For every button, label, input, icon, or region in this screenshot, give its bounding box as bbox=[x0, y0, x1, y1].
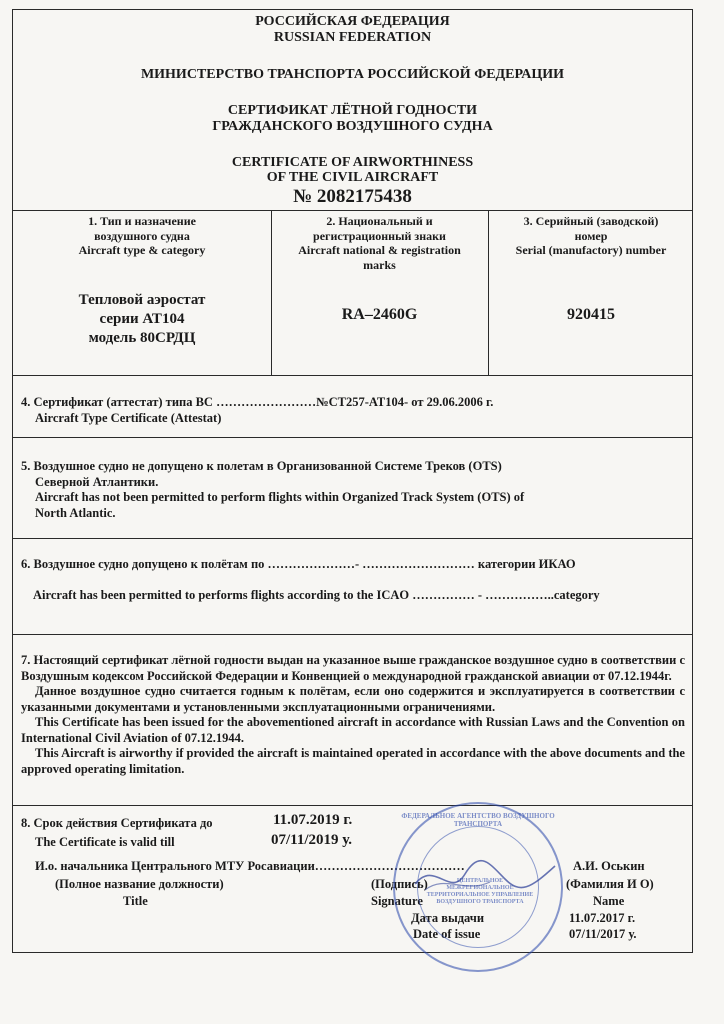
signatory-title-en: Title bbox=[123, 894, 148, 908]
col2-header: 2. Национальный и регистрационный знаки Aircraft national & registration marks bbox=[298, 214, 461, 272]
certificate-frame bbox=[12, 9, 693, 953]
certificate-number: № 2082175438 bbox=[293, 186, 412, 207]
signature-label-en: Signature bbox=[371, 894, 423, 908]
col1-header: 1. Тип и назначение воздушного судна Aircraft type & category bbox=[78, 214, 206, 257]
signatory-title-hint: (Полное название должности) bbox=[55, 877, 224, 891]
serial-number-value: 920415 bbox=[567, 306, 615, 323]
divider bbox=[13, 538, 692, 539]
col3-header: 3. Серийный (заводской) номер Serial (manufactory) number bbox=[515, 214, 667, 257]
divider bbox=[13, 805, 692, 806]
signatory-name: А.И. Оськин bbox=[573, 859, 645, 873]
issue-label-ru: Дата выдачи bbox=[411, 911, 485, 925]
divider bbox=[13, 634, 692, 635]
seal-outer-text: ФЕДЕРАЛЬНОЕ АГЕНТСТВО ВОЗДУШНОГО ТРАНСПОРТА bbox=[401, 812, 555, 828]
section-7-paragraph-4: This Aircraft is airworthy if provided the aircraft is maintained operated in accordance with the above documents and the approved operating limitation. bbox=[21, 746, 685, 776]
certificate-title-ru-1: СЕРТИФИКАТ ЛЁТНОЙ ГОДНОСТИ bbox=[227, 103, 478, 118]
section-6-en: Aircraft has been permitted to performs flights according to the ICAO …………… - ……………..category bbox=[33, 588, 600, 602]
signatory-name-en: Name bbox=[593, 894, 625, 908]
signatory-title: И.о. начальника Центрального МТУ Росавиации……………………………… bbox=[35, 859, 465, 873]
ministry-title: МИНИСТЕРСТВО ТРАНСПОРТА РОССИЙСКОЙ ФЕДЕРАЦИИ bbox=[140, 67, 565, 82]
valid-label-ru: 8. Срок действия Сертификата до bbox=[21, 816, 213, 830]
certificate-title-en-2: OF THE CIVIL AIRCRAFT bbox=[266, 170, 439, 185]
country-ru: РОССИЙСКАЯ ФЕДЕРАЦИЯ bbox=[255, 14, 450, 29]
section-7-paragraph-2: Данное воздушное судно считается годным к полётам, если оно содержится и эксплуатируется в соответствии с указанными документами и установленными эксплуатационными ограничениями. bbox=[21, 684, 685, 714]
signature-scribble bbox=[395, 804, 565, 974]
section-4: 4. Сертификат (аттестат) типа ВС ……………………№СТ257-АТ104- от 29.06.2006 г. Aircraft Type Certificate (Attestat) bbox=[21, 395, 494, 425]
divider bbox=[13, 437, 692, 438]
issue-date-ru: 11.07.2017 г. bbox=[569, 911, 636, 925]
registration-mark-value: RA–2460G bbox=[341, 306, 418, 323]
certificate-title-en-1: CERTIFICATE OF AIRWORTHINESS bbox=[231, 155, 474, 170]
certificate-title-ru-2: ГРАЖДАНСКОГО ВОЗДУШНОГО СУДНА bbox=[212, 119, 493, 134]
official-seal bbox=[393, 802, 563, 972]
valid-date-en: 07/11/2019 у. bbox=[271, 832, 353, 848]
issue-label-en: Date of issue bbox=[413, 927, 481, 941]
seal-inner-text: ЦЕНТРАЛЬНОЕ МЕЖРЕГИОНАЛЬНОЕ ТЕРРИТОРИАЛЬНОЕ УПРАВЛЕНИЕ ВОЗДУШНОГО ТРАНСПОРТА bbox=[426, 878, 534, 905]
section-6-ru: 6. Воздушное судно допущено к полётам по …………………- ……………………… категории ИКАО bbox=[21, 557, 576, 571]
valid-date-ru: 11.07.2019 г. bbox=[273, 812, 353, 828]
aircraft-type-value: Тепловой аэростат серии АТ104 модель 80СРДЦ bbox=[78, 292, 206, 346]
section-7 bbox=[21, 653, 685, 777]
divider bbox=[13, 210, 692, 211]
signature-label-ru: (Подпись) bbox=[371, 877, 428, 891]
valid-label-en: The Certificate is valid till bbox=[35, 835, 175, 849]
divider bbox=[13, 375, 692, 376]
section-5: 5. Воздушное судно не допущено к полетам в Организованной Системе Треков (OTS) Северной Атлантики. Aircraft has not been permitted to perform flights within Organized Track System (OTS) of North Atlantic. bbox=[21, 459, 525, 520]
issue-date-en: 07/11/2017 у. bbox=[569, 927, 637, 941]
section-7-paragraph-1: 7. Настоящий сертификат лётной годности выдан на указанное выше гражданское воздушное судно в соответствии с Воздушным кодексом Российской Федерации и Конвенцией о международной гражданской авиации от 07.12.1944г. bbox=[21, 653, 685, 683]
country-en: RUSSIAN FEDERATION bbox=[273, 30, 432, 45]
section-7-paragraph-3: This Certificate has been issued for the abovementioned aircraft in accordance with Russian Laws and the Convention on International Civil Aviation of 07.12.1944. bbox=[21, 715, 685, 745]
signatory-name-hint: (Фамилия И О) bbox=[566, 877, 654, 891]
